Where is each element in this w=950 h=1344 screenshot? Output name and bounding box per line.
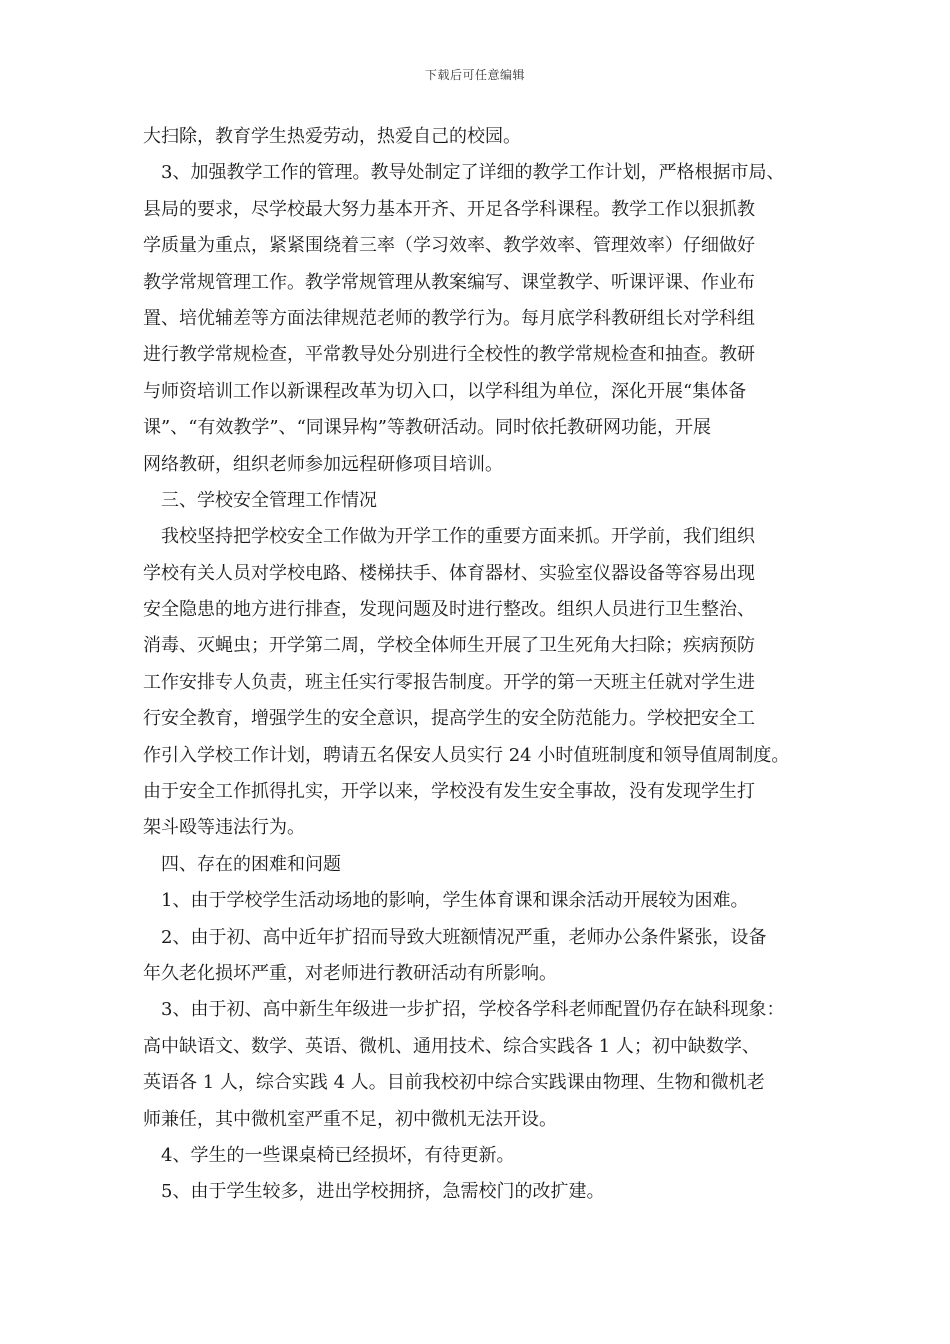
text-line: 大扫除，教育学生热爱劳动，热爱自己的校园。 [143,126,521,147]
text-line: 与师资培训工作以新课程改革为切入口，以学科组为单位，深化开展“集体备 [143,380,747,402]
text-line: 4、学生的一些课桌椅已经损坏，有待更新。 [161,1144,515,1166]
text-line: 1、由于学校学生活动场地的影响，学生体育课和课余活动开展较为困难。 [161,890,749,912]
text-line: 置、培优辅差等方面法律规范老师的教学行为。每月底学科教研组长对学科组 [143,307,755,329]
text-line: 架斗殴等违法行为。 [143,817,305,839]
text-line: 课”、“有效教学”、“同课异构”等教研活动。同时依托教研网功能，开展 [143,417,712,439]
text-line: 县局的要求，尽学校最大努力基本开齐、开足各学科课程。教学工作以狠抓教 [143,198,755,220]
text-line: 年久老化损坏严重，对老师进行教研活动有所影响。 [143,962,557,984]
page-header: 下载后可任意编辑 [424,68,525,82]
text-line: 行安全教育，增强学生的安全意识，提高学生的安全防范能力。学校把安全工 [143,708,755,730]
text-line: 英语各 1 人，综合实践 4 人。目前我校初中综合实践课由物理、生物和微机老 [143,1072,765,1094]
text-line: 学质量为重点，紧紧围绕着三率（学习效率、教学效率、管理效率）仔细做好 [143,235,755,257]
text-line: 安全隐患的地方进行排查，发现问题及时进行整改。组织人员进行卫生整治、 [143,599,755,621]
text-line: 四、存在的困难和问题 [161,853,341,875]
text-line: 5、由于学生较多，进出学校拥挤，急需校门的改扩建。 [161,1181,605,1203]
text-line: 3、由于初、高中新生年级进一步扩招，学校各学科老师配置仍存在缺科现象： [161,999,785,1021]
text-line: 消毒、灭蝇虫；开学第二周，学校全体师生开展了卫生死角大扫除；疾病预防 [143,635,755,657]
text-line: 高中缺语文、数学、英语、微机、通用技术、综合实践各 1 人；初中缺数学、 [143,1035,760,1057]
text-line: 学校有关人员对学校电路、楼梯扶手、体育器材、实验室仪器设备等容易出现 [143,562,755,584]
text-line: 进行教学常规检查，平常教导处分别进行全校性的教学常规检查和抽查。教研 [143,344,755,366]
text-line: 师兼任，其中微机室严重不足，初中微机无法开设。 [143,1108,557,1130]
text-line: 3、加强教学工作的管理。教导处制定了详细的教学工作计划，严格根据市局、 [161,162,785,184]
text-line: 由于安全工作抓得扎实，开学以来，学校没有发生安全事故，没有发现学生打 [143,781,755,803]
document-body [143,119,815,1211]
text-line: 三、学校安全管理工作情况 [161,489,377,511]
text-line: 网络教研，组织老师参加远程研修项目培训。 [143,453,503,475]
text-line: 教学常规管理工作。教学常规管理从教案编写、课堂教学、听课评课、作业布 [143,271,755,293]
text-line: 我校坚持把学校安全工作做为开学工作的重要方面来抓。开学前，我们组织 [161,526,755,548]
text-line: 2、由于初、高中近年扩招而导致大班额情况严重，老师办公条件紧张，设备 [161,926,767,948]
text-line: 作引入学校工作计划，聘请五名保安人员实行 24 小时值班制度和领导值周制度。 [143,744,790,766]
text-line: 工作安排专人负责，班主任实行零报告制度。开学的第一天班主任就对学生进 [143,671,755,693]
